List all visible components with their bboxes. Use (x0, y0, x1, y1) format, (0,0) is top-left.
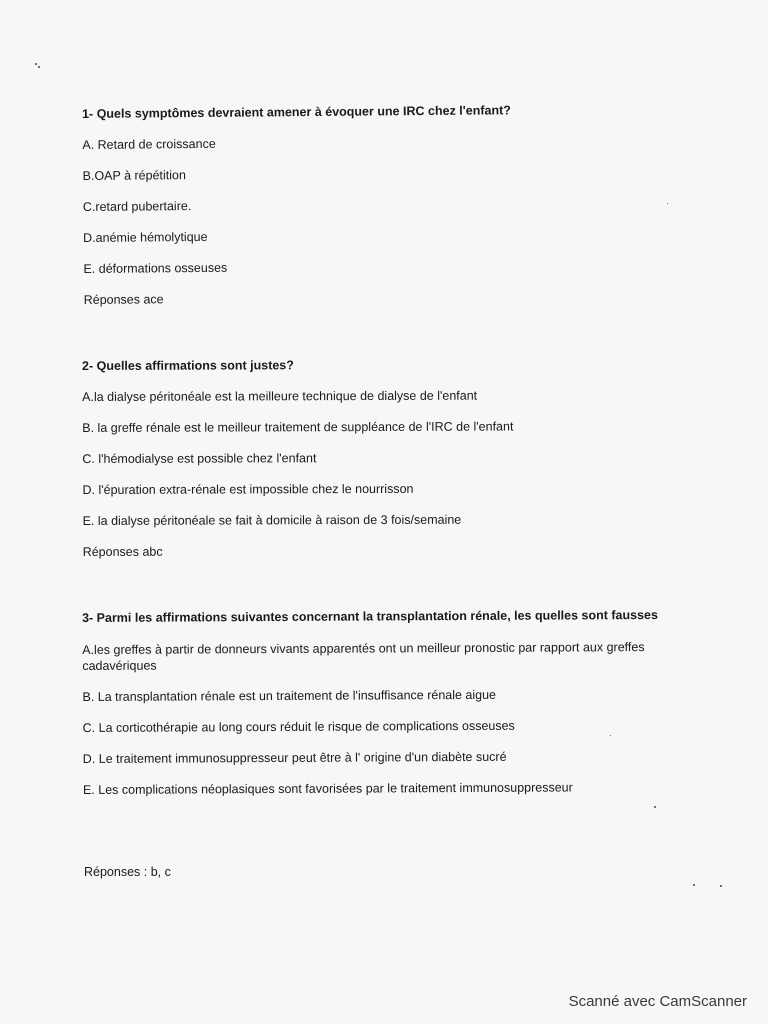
option-d: D. Le traitement immunosuppresseur peut être à l' origine d'un diabète sucré (82, 749, 507, 766)
answer-line: Réponses ace (83, 292, 164, 307)
option-e: E. déformations osseuses (83, 260, 228, 276)
answer-line: Réponses abc (82, 544, 163, 559)
option-d: D.anémie hémolytique (83, 229, 208, 245)
option-b: B.OAP à répétition (82, 168, 186, 183)
option-c: C. l'hémodialyse est possible chez l'enfant (82, 451, 317, 466)
option-d: D. l'épuration extra-rénale est impossible chez le nourrisson (82, 481, 414, 497)
option-b: B. la greffe rénale est le meilleur traitement de suppléance de l'IRC de l'enfant (82, 419, 514, 435)
camscanner-watermark: Scanné avec CamScanner (568, 993, 747, 1010)
answer-line-3: Réponses : b, c (84, 864, 171, 879)
scan-speck (35, 63, 37, 65)
option-a: A.la dialyse péritonéale est la meilleure technique de dialyse de l'enfant (82, 388, 478, 404)
question-title: 1- Quels symptômes devraient amener à évoquer une IRC chez l'enfant? (82, 103, 511, 121)
scan-speck (610, 735, 611, 736)
option-b: B. La transplantation rénale est un traitement de l'insuffisance rénale aigue (82, 687, 497, 704)
option-e: E. la dialyse péritonéale se fait à domicile à raison de 3 fois/semaine (82, 512, 462, 528)
option-a: A. Retard de croissance (82, 136, 216, 152)
question-3 (82, 607, 703, 813)
option-a: A.les greffes à partir de donneurs vivants apparentés ont un meilleur pronostic par rapport aux greffes cadavériques (82, 640, 645, 673)
scan-speck (654, 806, 656, 808)
question-2 (82, 356, 703, 575)
scan-speck (720, 885, 722, 887)
question-title: 3- Parmi les affirmations suivantes concernant la transplantation rénale, les quelles sont fausses (82, 607, 658, 625)
question-1 (82, 101, 704, 323)
question-title: 2- Quelles affirmations sont justes? (82, 358, 294, 373)
option-c: C. La corticothérapie au long cours réduit le risque de complications osseuses (82, 718, 515, 735)
scan-speck (667, 203, 668, 204)
option-c: C.retard pubertaire. (82, 199, 192, 214)
scan-speck (38, 66, 40, 68)
scan-speck (693, 884, 695, 886)
option-e: E. Les complications néoplasiques sont favorisées par le traitement immunosuppresseur (82, 780, 573, 797)
